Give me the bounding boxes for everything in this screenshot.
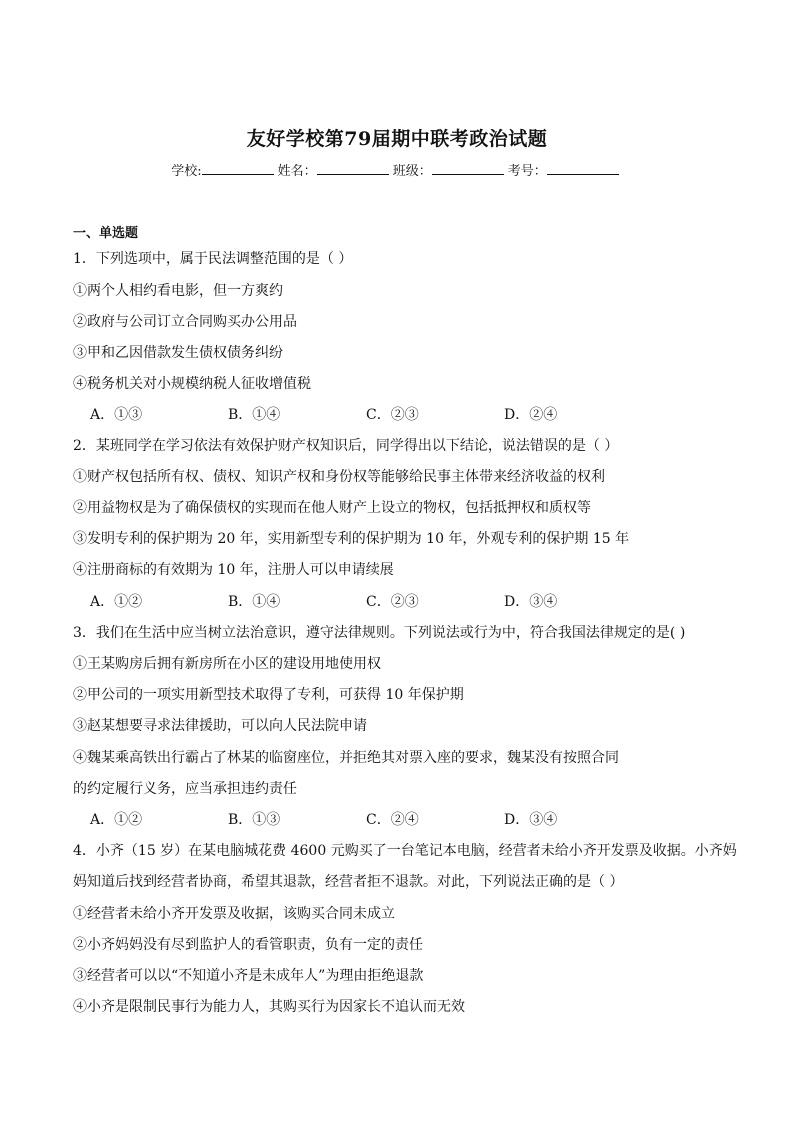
option-d: D．③④: [504, 812, 558, 828]
option-a: A．①②: [90, 594, 143, 610]
option-d: D．②④: [504, 407, 558, 423]
school-blank: [202, 162, 274, 175]
question-2-item: ②用益物权是为了确保债权的实现而在他人财产上设立的物权，包括抵押权和质权等: [73, 500, 591, 516]
question-3-item: ①王某购房后拥有新房所在小区的建设用地使用权: [73, 656, 381, 672]
option-a: A．①②: [90, 812, 143, 828]
option-b: B．①④: [228, 594, 281, 610]
school-label: 学校:: [171, 164, 202, 179]
class-label: 班级：: [392, 164, 432, 179]
question-2-item: ③发明专利的保护期为 20 年，实用新型专利的保护期为 10 年，外观专利的保护期 15 年: [73, 531, 630, 547]
question-4-stem-continued: 妈知道后找到经营者协商，希望其退款，经营者拒不退款。对此，下列说法正确的是（ ）: [73, 874, 624, 890]
question-4-item: ③经营者可以以“不知道小齐是未成年人”为理由拒绝退款: [73, 968, 424, 984]
question-4-item: ①经营者未给小齐开发票及收据，该购买合同未成立: [73, 906, 395, 922]
question-1-item: ②政府与公司订立合同购买办公用品: [73, 314, 297, 330]
question-1-stem: 1．下列选项中，属于民法调整范围的是（ ）: [73, 251, 353, 267]
question-2-options: [90, 591, 642, 611]
section-heading: 一、单选题: [73, 226, 139, 241]
exam-number-label: 考号：: [507, 164, 547, 179]
question-3-item: ④魏某乘高铁出行霸占了林某的临窗座位，并拒绝其对票入座的要求，魏某没有按照合同: [73, 750, 619, 766]
student-info-line: [0, 160, 794, 179]
question-2-item: ④注册商标的有效期为 10 年，注册人可以申请续展: [73, 562, 394, 578]
exam-title: 友好学校第79届期中联考政治试题: [246, 128, 548, 150]
question-3-item: ②甲公司的一项实用新型技术取得了专利，可获得 10 年保护期: [73, 687, 464, 703]
option-c: C．②④: [366, 812, 419, 828]
question-3-item: ③赵某想要寻求法律援助，可以向人民法院申请: [73, 718, 367, 734]
question-3-options: [90, 809, 642, 829]
question-3-stem: 3．我们在生活中应当树立法治意识，遵守法律规则。下列说法或行为中，符合我国法律规定的是( ): [73, 625, 686, 641]
question-2-item: ①财产权包括所有权、债权、知识产权和身份权等能够给民事主体带来经济收益的权利: [73, 469, 605, 485]
option-a: A．①③: [90, 407, 143, 423]
option-c: C．②③: [366, 594, 419, 610]
question-1-options: [90, 404, 642, 424]
question-2-stem: 2．某班同学在学习依法有效保护财产权知识后，同学得出以下结论，说法错误的是（ ）: [73, 438, 619, 454]
option-c: C．②③: [366, 407, 419, 423]
question-1-item: ①两个人相约看电影，但一方爽约: [73, 283, 283, 299]
option-d: D．③④: [504, 594, 558, 610]
name-label: 姓名：: [277, 164, 317, 179]
question-1-item: ④税务机关对小规模纳税人征收增值税: [73, 376, 311, 392]
exam-number-blank: [547, 162, 619, 175]
name-blank: [317, 162, 389, 175]
option-b: B．①④: [228, 407, 281, 423]
class-blank: [432, 162, 504, 175]
question-4-item: ④小齐是限制民事行为能力人，其购买行为因家长不追认而无效: [73, 999, 465, 1015]
option-b: B．①③: [228, 812, 281, 828]
question-4-item: ②小齐妈妈没有尽到监护人的看管职责，负有一定的责任: [73, 937, 423, 953]
question-3-item-continued: 的约定履行义务，应当承担违约责任: [73, 781, 297, 797]
question-1-item: ③甲和乙因借款发生债权债务纠纷: [73, 345, 283, 361]
question-4-stem: 4．小齐（15 岁）在某电脑城花费 4600 元购买了一台笔记本电脑，经营者未给小齐开发票及收据。小齐妈: [73, 843, 737, 859]
